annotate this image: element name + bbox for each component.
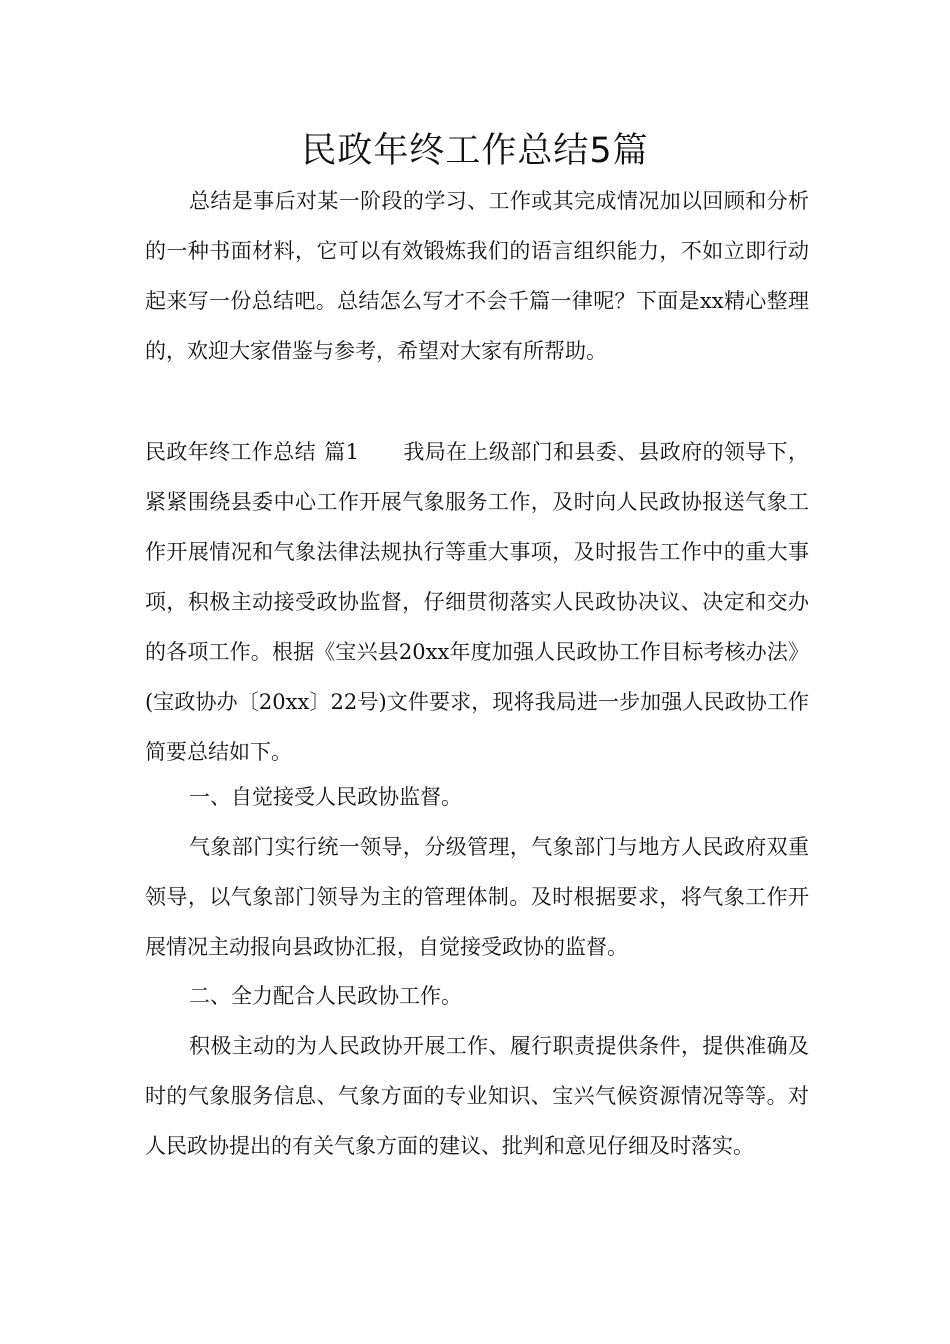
point-2-body: 积极主动的为人民政协开展工作、履行职责提供条件，提供准确及时的气象服务信息、气象方面的专业知识、宝兴气候资源情况等等。对人民政协提出的有关气象方面的建议、批判和意见仔细及时落实。 — [145, 1034, 809, 1158]
section-1-paragraph — [145, 427, 809, 777]
point-1-body: 气象部门实行统一领导，分级管理，气象部门与地方人民政府双重领导，以气象部门领导为主的管理体制。及时根据要求，将气象工作开展情况主动报向县政协汇报，自觉接受政协的监督。 — [145, 835, 809, 959]
point-1-heading: 一、自觉接受人民政协监督。 — [189, 785, 462, 809]
section-1-heading: 民政年终工作总结 — [145, 440, 316, 464]
intro-paragraph: 总结是事后对某一阶段的学习、工作或其完成情况加以回顾和分析的一种书面材料，它可以有效锻炼我们的语言组织能力，不如立即行动起来写一份总结吧。总结怎么写才不会千篇一律呢？下面是xx精心整理的，欢迎大家借鉴与参考，希望对大家有所帮助。 — [145, 189, 809, 363]
section-1-body: 我局在上级部门和县委、县政府的领导下，紧紧围绕县委中心工作开展气象服务工作，及时向人民政协报送气象工作开展情况和气象法律法规执行等重大事项，及时报告工作中的重大事项，积极主动接受政协监督，仔细贯彻落实人民政协决议、决定和交办的各项工作。根据《宝兴县20xx年度加强人民政协工作目标考核办法》(宝政协办〔20xx〕22号)文件要求，现将我局进一步加强人民政协工作简要总结如下。 — [145, 440, 809, 764]
section-1-number: 篇1 — [323, 440, 360, 464]
document-title: 民政年终工作总结5篇 — [301, 131, 649, 171]
point-2-heading: 二、全力配合人民政协工作。 — [189, 984, 462, 1008]
